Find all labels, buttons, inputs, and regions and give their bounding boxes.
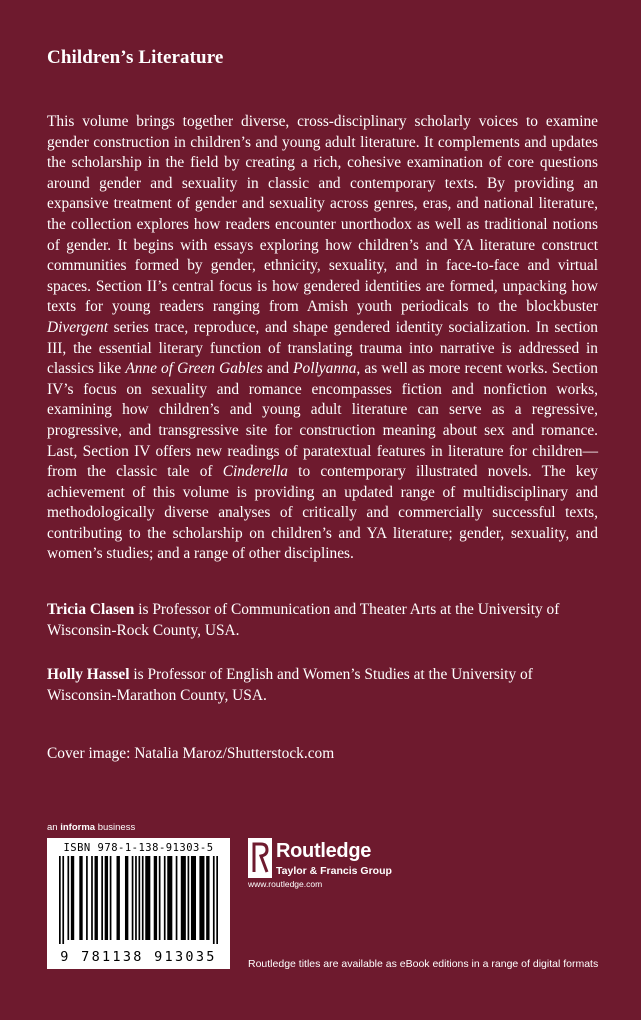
italic-title: Anne of Green Gables <box>125 360 263 378</box>
routledge-logo-icon <box>248 838 272 878</box>
blurb-text: This volume brings together diverse, cross-disciplinary scholarly voices to examine gender construction in children’s and young adult literature. It complements and updates the scholarship in the field by creating a rich, cohesive examination of core questions around gender and sexuality in classic and contemporary texts. By providing an expansive treatment of gender and sexuality across genres, eras, and national literature, the collection explores how readers encounter unorthodox as well as traditional notions of gender. It begins with essays exploring how children’s and YA literature construct communities formed by gender, ethnicity, sexuality, and in face-to-face and virtual spaces. Section II’s central focus is how gendered identities are formed, unpacking how texts for young readers ranging from Amish youth periodicals to the blockbuster <box>47 113 598 316</box>
blurb-paragraph <box>47 112 598 565</box>
barcode-bar <box>117 856 120 940</box>
barcode-bars <box>59 856 218 944</box>
publisher-url: www.routledge.com <box>248 879 323 889</box>
author-bio-2 <box>47 665 598 706</box>
cover-image-credit: Cover image: Natalia Maroz/Shutterstock.com <box>47 745 335 762</box>
book-title-heading: Children’s Literature <box>47 47 224 68</box>
barcode-bar <box>125 856 128 940</box>
informa-prefix: an <box>47 822 61 833</box>
barcode-bar <box>142 856 144 940</box>
barcode-bar <box>67 856 69 940</box>
barcode-bar <box>101 856 103 940</box>
barcode-bar <box>145 856 150 940</box>
barcode-bar <box>206 856 209 940</box>
blurb-text: to contemporary illustrated novels. The key achievement of this volume is providing an updated range of multidisciplinary and methodologically diverse analyses of critically and commercially successful texts, contributing to the scholarship on children’s and YA literature; gender, sexuality, and women’s studies; and a range of other disciplines. <box>47 463 598 563</box>
italic-title: Pollyanna <box>293 360 357 378</box>
author-bio-text-2: is Professor of English and Women’s Studies at the University of Wisconsin-Marathon County, USA. <box>47 666 533 704</box>
barcode-bar <box>199 856 204 940</box>
barcode-bar <box>105 856 108 940</box>
publisher-name: Routledge <box>276 840 372 862</box>
barcode-bar <box>71 856 74 940</box>
barcode-bar <box>164 856 166 940</box>
author-bio-text-1: is Professor of Communication and Theater Arts at the University of Wisconsin-Rock County, USA. <box>47 601 560 639</box>
barcode-bar <box>213 856 215 944</box>
italic-title: Cinderella <box>222 463 288 481</box>
ebook-note: Routledge titles are available as eBook editions in a range of digital formats <box>248 958 599 970</box>
barcode-bar <box>91 856 93 940</box>
isbn-text: ISBN 978-1-138-91303-5 <box>63 842 214 854</box>
author-bio-1 <box>47 600 598 641</box>
blurb-text: , as well as more recent works. Section IV’s focus on sexuality and romance encompasses fiction and nonfiction works, examining how children’s and young adult literature can serve as a regressive, progressive, and transgressive site for construction meaning about sex and romance. Last, Section IV offers new readings of paratextual features in literature for children—from the classic tale of <box>47 360 598 481</box>
barcode-bar <box>159 856 161 940</box>
barcode-digits: 9 781138 913035 <box>60 949 217 965</box>
blurb-text: and <box>262 360 294 378</box>
isbn-barcode <box>47 838 230 969</box>
barcode-bar <box>181 856 186 940</box>
publisher-group: Taylor & Francis Group <box>276 865 392 877</box>
blurb-text: series trace, reproduce, and shape gendered identity socialization. In section III, the essential literary function of translating trauma into narrative is addressed in classics like <box>47 318 598 378</box>
barcode-bar <box>176 856 178 940</box>
informa-suffix: business <box>95 822 136 833</box>
barcode-bar <box>79 856 82 940</box>
italic-title: Divergent <box>47 318 108 336</box>
author-name-1: Tricia Clasen <box>47 601 135 618</box>
barcode-bar <box>135 856 137 940</box>
barcode-bar <box>191 856 196 940</box>
barcode-bar <box>62 856 64 944</box>
barcode-bar <box>154 856 157 940</box>
barcode-bar <box>110 856 112 940</box>
barcode-bar <box>167 856 172 940</box>
barcode-bar <box>86 856 88 940</box>
barcode-bar <box>188 856 190 940</box>
informa-business-line <box>47 822 135 833</box>
barcode-bar <box>132 856 134 940</box>
barcode-bar <box>59 856 61 944</box>
author-name-2: Holly Hassel <box>47 666 130 683</box>
barcode-bar <box>139 856 141 940</box>
barcode-bar <box>95 856 98 940</box>
informa-brand: informa <box>60 822 96 833</box>
barcode-bar <box>216 856 218 944</box>
